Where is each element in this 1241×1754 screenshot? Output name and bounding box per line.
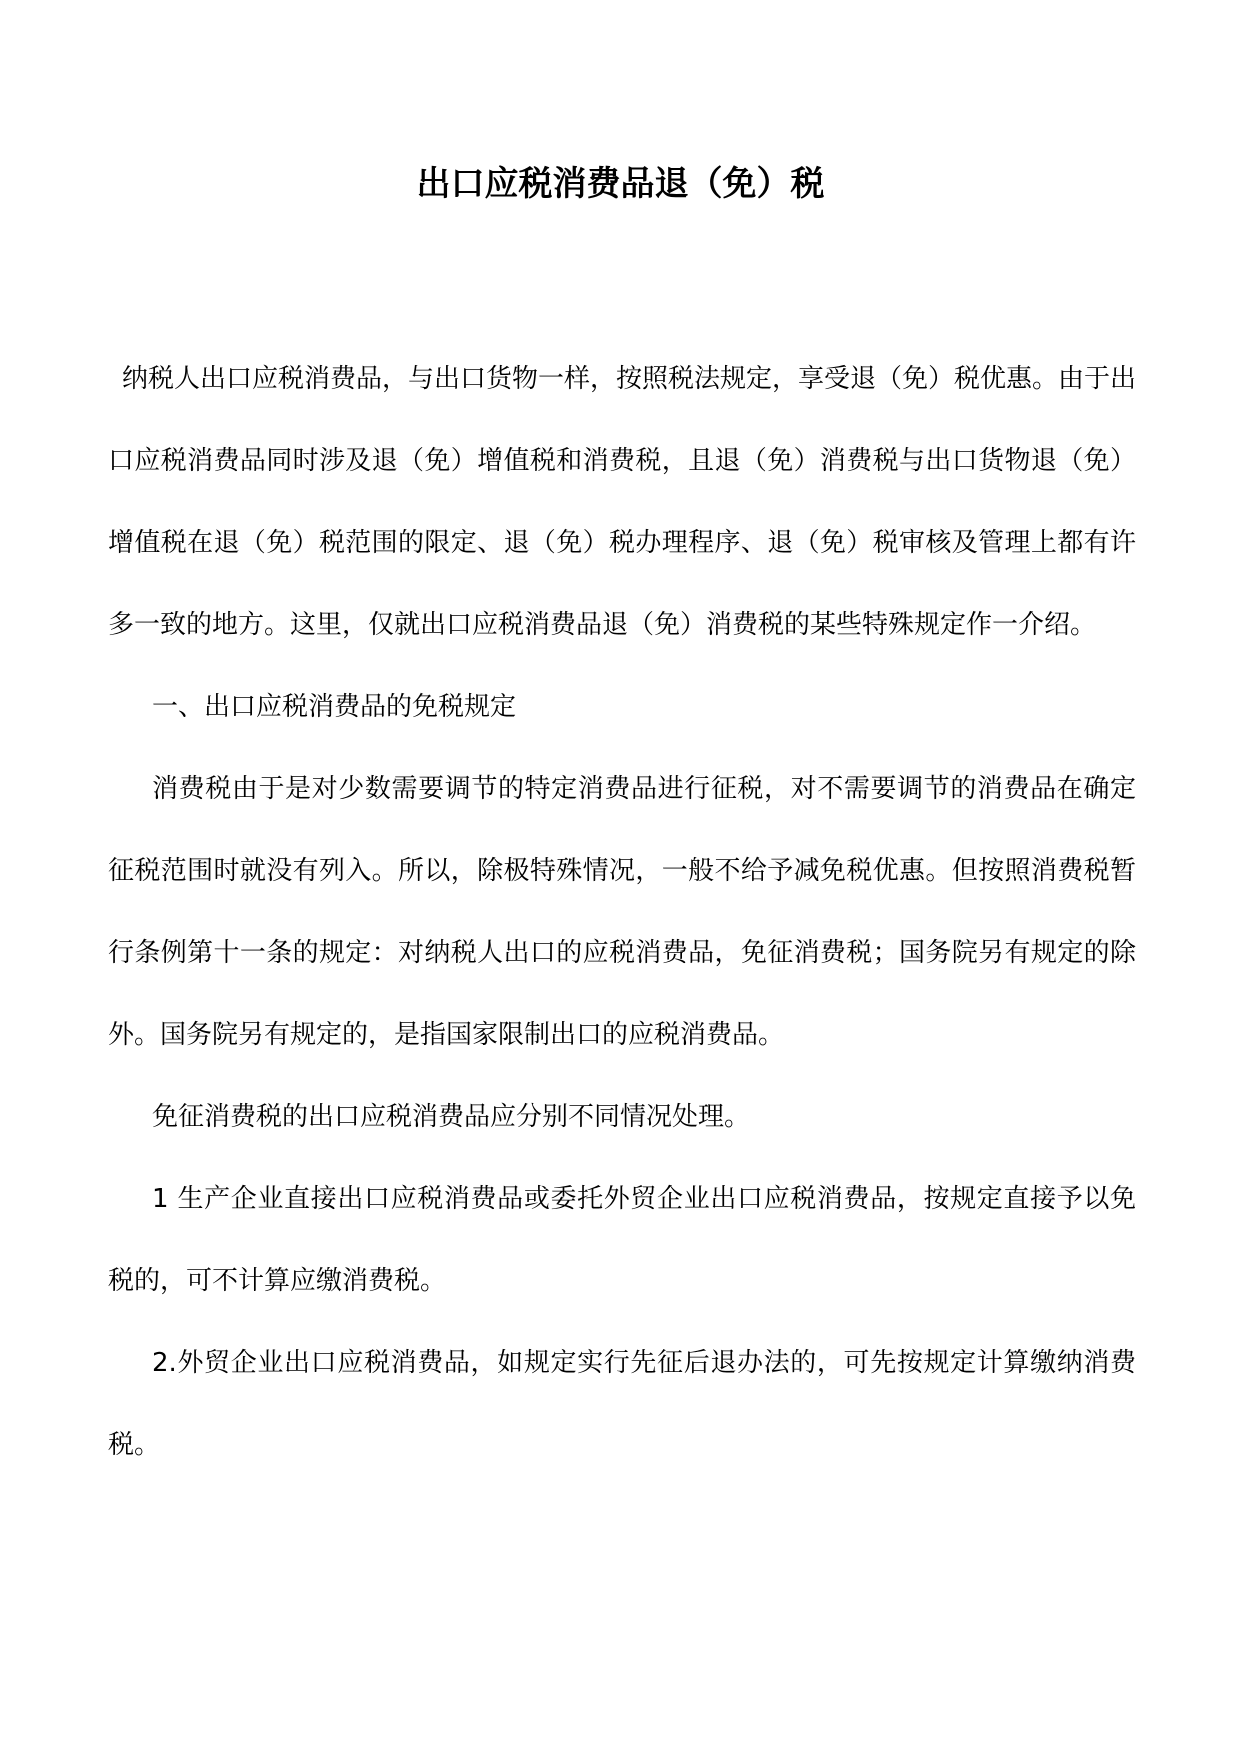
- paragraph-item-2: 2.外贸企业出口应税消费品，如规定实行先征后退办法的，可先按规定计算缴纳消费税。: [108, 1348, 1136, 1460]
- document-title: 出口应税消费品退（免）税: [416, 164, 825, 204]
- document-body: [108, 338, 1136, 1486]
- paragraph-handling: 免征消费税的出口应税消费品应分别不同情况处理。: [152, 1102, 751, 1132]
- paragraph-item-1: 1 生产企业直接出口应税消费品或委托外贸企业出口应税消费品，按规定直接予以免税的，可不计算应缴消费税。: [108, 1184, 1136, 1296]
- section-heading-exemption: 一、出口应税消费品的免税规定: [152, 692, 517, 722]
- paragraph-intro: 纳税人出口应税消费品，与出口货物一样，按照税法规定，享受退（免）税优惠。由于出口应税消费品同时涉及退（免）增值税和消费税，且退（免）消费税与出口货物退（免）增值税在退（免）税范围的限定、退（免）税办理程序、退（免）税审核及管理上都有许多一致的地方。这里，仅就出口应税消费品退（免）消费税的某些特殊规定作一介绍。: [108, 364, 1137, 640]
- paragraph-exemption-rules: 消费税由于是对少数需要调节的特定消费品进行征税，对不需要调节的消费品在确定征税范围时就没有列入。所以，除极特殊情况，一般不给予减免税优惠。但按照消费税暂行条例第十一条的规定：对纳税人出口的应税消费品，免征消费税；国务院另有规定的除外。国务院另有规定的，是指国家限制出口的应税消费品。: [108, 774, 1136, 1050]
